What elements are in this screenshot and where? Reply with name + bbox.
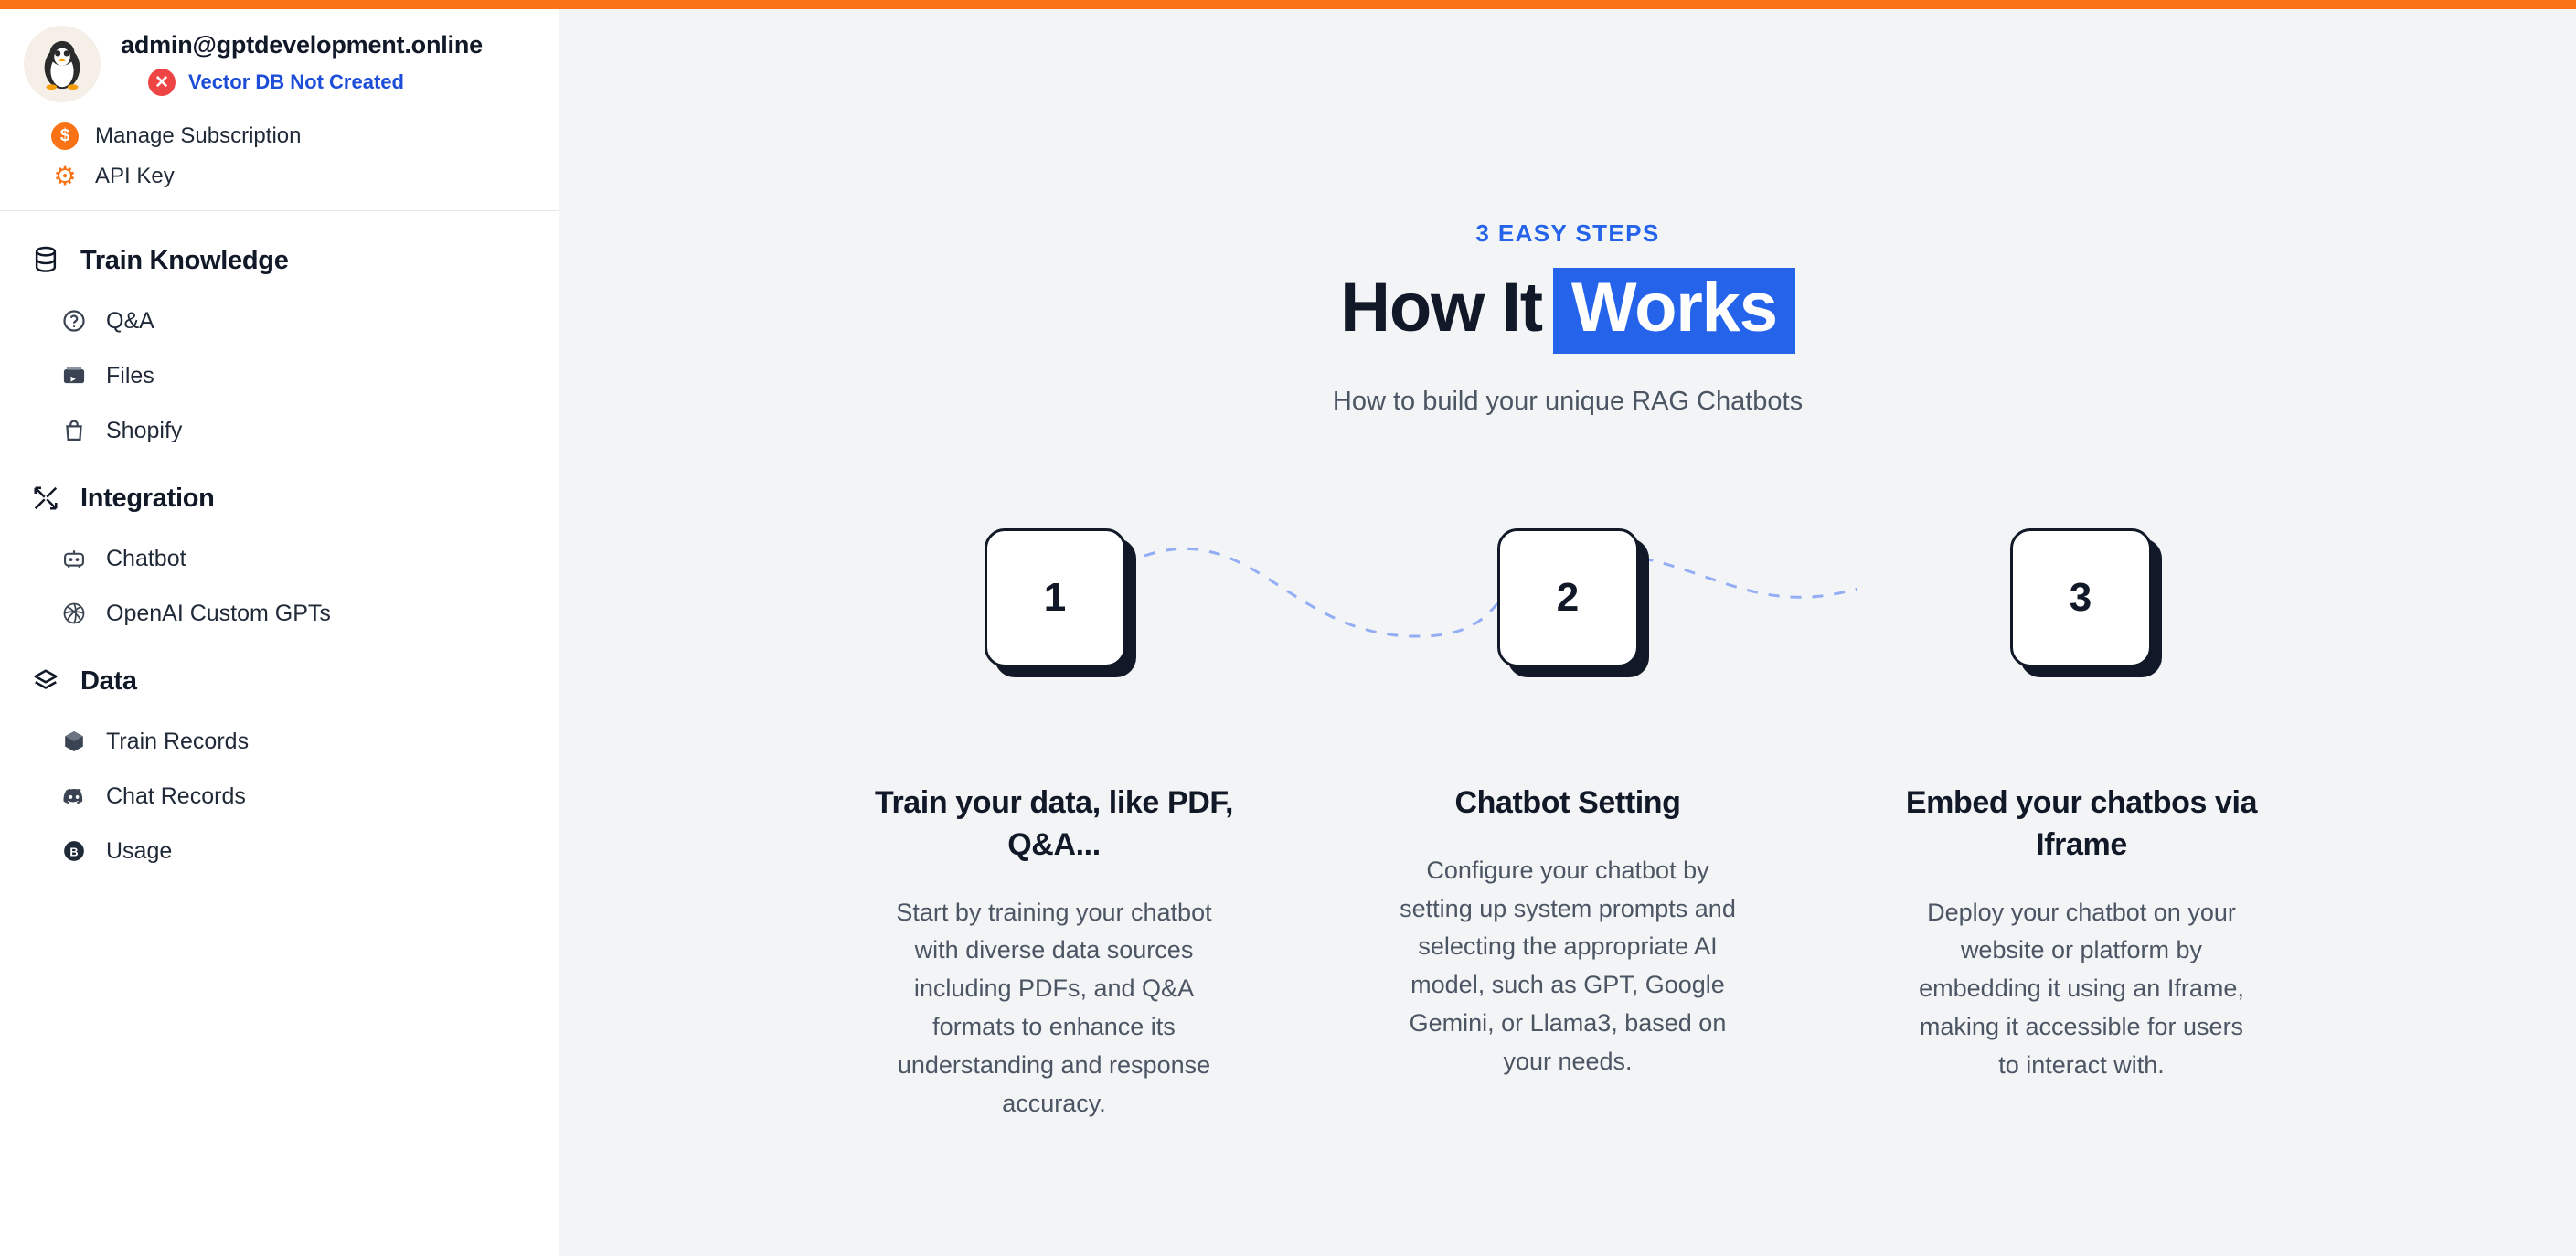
steps-row <box>559 528 2576 684</box>
account-text <box>121 26 483 96</box>
sidebar-item-shopify[interactable] <box>24 403 535 458</box>
account-row <box>24 26 535 102</box>
account-links <box>24 122 535 190</box>
sidebar-item-label: Shopify <box>106 417 183 443</box>
discord-icon <box>59 781 90 812</box>
sidebar-item-label: Q&A <box>106 307 154 334</box>
sidebar-item-train-records[interactable] <box>24 714 535 769</box>
sidebar-item-chatbot[interactable] <box>24 531 535 586</box>
robot-icon <box>59 543 90 574</box>
nav-section-data <box>24 655 535 707</box>
page-title-highlight: Works <box>1553 268 1795 354</box>
account-email: admin@gptdevelopment.online <box>121 31 483 59</box>
sidebar-item-label: OpenAI Custom GPTs <box>106 600 331 626</box>
database-icon <box>29 244 62 277</box>
nav-section-title: Integration <box>80 483 215 513</box>
nav-gap <box>24 458 535 473</box>
openai-icon <box>59 598 90 629</box>
sidebar-item-qa[interactable] <box>24 293 535 348</box>
step-card-body: Configure your chatbot by setting up system prompts and selecting the appropriate AI model, such as GPT, Google Gemini, or Llama3, based on your needs. <box>1400 856 1736 1075</box>
step-badge-2: 2 <box>1497 528 1639 667</box>
account-block <box>0 26 559 190</box>
layers-icon <box>29 665 62 697</box>
manage-subscription-link[interactable] <box>51 122 535 150</box>
nav-section-title: Data <box>80 665 137 696</box>
sidebar-item-label: Usage <box>106 837 173 864</box>
error-circle-icon: ✕ <box>148 69 176 96</box>
shopify-bag-icon <box>59 415 90 446</box>
sidebar-item-label: Files <box>106 362 154 389</box>
sidebar-item-openai-custom-gpts[interactable] <box>24 586 535 641</box>
nav-section-integration <box>24 473 535 524</box>
sidebar-nav <box>0 211 559 878</box>
vector-db-status[interactable] <box>121 69 483 96</box>
step-card-body: Deploy your chatbot on your website or platform by embedding it using an Iframe, making it accessible for users to interact with. <box>1919 898 2244 1079</box>
sidebar-item-files[interactable] <box>24 348 535 403</box>
sidebar-item-label: Chat Records <box>106 782 246 809</box>
sidebar-item-label: Chatbot <box>106 545 186 571</box>
step-card-title: Train your data, like PDF, Q&A... <box>874 784 1234 862</box>
manage-subscription-label: Manage Subscription <box>95 123 302 148</box>
top-accent-bar <box>0 0 2576 9</box>
sidebar-item-chat-records[interactable] <box>24 769 535 824</box>
avatar <box>24 26 101 102</box>
step-card-2 <box>1385 782 1751 1123</box>
sidebar-item-usage[interactable] <box>24 824 535 878</box>
cube-icon <box>59 726 90 757</box>
hero-subtitle: How to build your unique RAG Chatbots <box>1332 386 1804 416</box>
files-icon <box>59 360 90 391</box>
page-title <box>559 268 2576 354</box>
svg-text:B: B <box>69 845 79 859</box>
nav-section-train-knowledge <box>24 235 535 286</box>
sidebar <box>0 9 559 1256</box>
api-key-link[interactable] <box>51 163 535 190</box>
integration-icon <box>29 482 62 515</box>
hero-eyebrow: 3 EASY STEPS <box>1475 219 1660 247</box>
step-card-3 <box>1899 782 2264 1123</box>
question-circle-icon <box>59 305 90 336</box>
app-body <box>0 9 2576 1256</box>
bitcoin-icon <box>59 836 90 867</box>
step-badges <box>559 528 2576 667</box>
step-badge-1: 1 <box>985 528 1126 667</box>
step-cards <box>559 782 2576 1123</box>
step-badge-3: 3 <box>2010 528 2152 667</box>
step-card-body: Start by training your chatbot with diverse data sources including PDFs, and Q&A formats to enhance its understanding and response accuracy. <box>896 898 1212 1117</box>
step-card-title: Chatbot Setting <box>1454 784 1681 820</box>
page-title-part1: How It <box>1340 269 1542 346</box>
vector-db-status-label: Vector DB Not Created <box>188 70 404 93</box>
nav-gap <box>24 641 535 655</box>
step-card-1 <box>871 782 1237 1123</box>
main-content <box>559 9 2576 1256</box>
sidebar-item-label: Train Records <box>106 728 250 754</box>
coin-icon: $ <box>51 122 79 150</box>
step-card-title: Embed your chatbos via Iframe <box>1905 784 2258 862</box>
gear-icon: ⚙ <box>53 162 77 190</box>
hero-section <box>559 9 2576 417</box>
nav-section-title: Train Knowledge <box>80 245 289 275</box>
api-key-label: API Key <box>95 164 175 188</box>
